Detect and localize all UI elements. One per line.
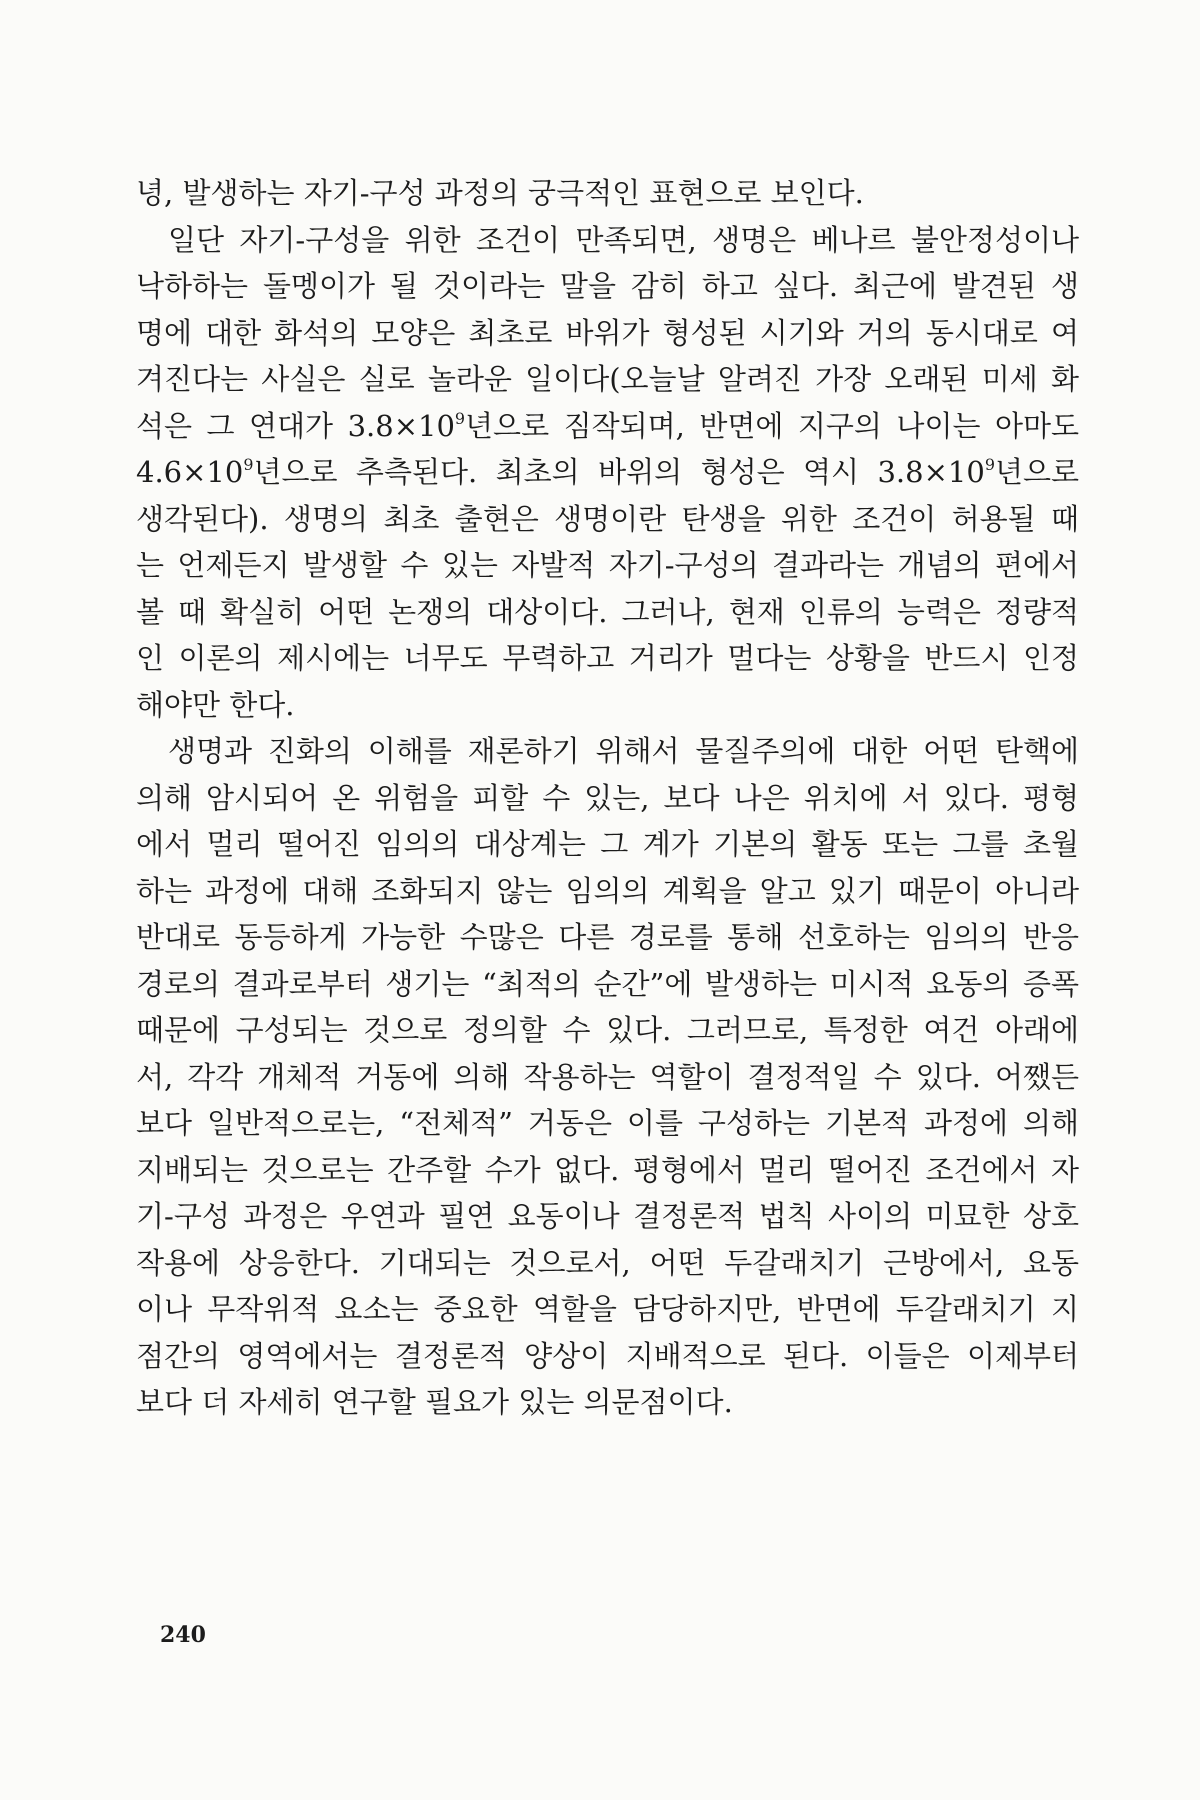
text-line: 볼 때 확실히 어떤 논쟁의 대상이다. 그러나, 현재 인류의 능력은 정량적 [136,594,1079,629]
text-line: 인 이론의 제시에는 너무도 무력하고 거리가 멀다는 상황을 반드시 인정 [136,641,1079,675]
text-line: 일단 자기-구성을 위한 조건이 만족되면, 생명은 베나르 불안정성이나 [168,222,1079,257]
text-line: 에서 멀리 떨어진 임의의 대상계는 그 계가 기본의 활동 또는 그를 초월 [136,827,1079,861]
text-line: 낙하하는 돌멩이가 될 것이라는 말을 감히 하고 싶다. 최근에 발견된 생 [136,269,1079,303]
text-line: 기-구성 과정은 우연과 필연 요동이나 결정론적 법칙 사이의 미묘한 상호 [136,1199,1079,1233]
text-line: 점간의 영역에서는 결정론적 양상이 지배적으로 된다. 이들은 이제부터 [136,1338,1079,1373]
superscript-exponent: 9 [454,408,466,428]
text-line: 때문에 구성되는 것으로 정의할 수 있다. 그러므로, 특정한 여건 아래에 [136,1013,1079,1047]
text-line: 반대로 동등하게 가능한 수많은 다른 경로를 통해 선호하는 임의의 반응 [136,920,1079,954]
text-line: 녕, 발생하는 자기-구성 과정의 궁극적인 표현으로 보인다. [136,176,864,210]
text-line: 의해 암시되어 온 위험을 피할 수 있는, 보다 나은 위치에 서 있다. 평형 [136,780,1079,815]
text-line: 생명과 진화의 이해를 재론하기 위해서 물질주의에 대한 어떤 탄핵에 [168,734,1079,768]
text-line: 명에 대한 화석의 모양은 최초로 바위가 형성된 시기와 거의 동시대로 여 [136,315,1079,350]
text-line: 작용에 상응한다. 기대되는 것으로서, 어떤 두갈래치기 근방에서, 요동 [136,1245,1079,1280]
text-line: $4.6\times 10^9$년으로 추측된다. 최초의 바위의 형성은 역시 $3.8\times 10^9$년으로 [136,455,1079,489]
text-line: 경로의 결과로부터 생기는 “최적의 순간”에 발생하는 미시적 요동의 증폭 [136,966,1079,1001]
text-line: 보다 더 자세히 연구할 필요가 있는 의문점이다. [136,1385,733,1419]
page-number: 240 [160,1622,206,1648]
text-line: 생각된다). 생명의 최초 출현은 생명이란 탄생을 위한 조건이 허용될 때 [136,501,1079,536]
superscript-exponent: 9 [243,455,254,475]
text-line: 하는 과정에 대해 조화되지 않는 임의의 계획을 알고 있기 때문이 아니라 [136,873,1079,908]
text-line: 지배되는 것으로는 간주할 수가 없다. 평형에서 멀리 떨어진 조건에서 자 [136,1152,1079,1187]
text-line: 서, 각각 개체적 거동에 의해 작용하는 역할이 결정적일 수 있다. 어쨌든 [136,1059,1079,1094]
text-line: 해야만 한다. [136,687,295,722]
text-line: 겨진다는 사실은 실로 놀라운 일이다(오늘날 알려진 가장 오래된 미세 화 [136,362,1079,396]
text-line: 보다 일반적으로는, “전체적” 거동은 이를 구성하는 기본적 과정에 의해 [136,1106,1079,1140]
body-text [136,170,1079,1426]
superscript-exponent: 9 [984,455,995,475]
text-line: 석은 그 연대가 $3.8\times 10^9$년으로 짐작되며, 반면에 지구의 나이는 아마도 [136,408,1080,443]
text-line: 이나 무작위적 요소는 중요한 역할을 담당하지만, 반면에 두갈래치기 지 [136,1292,1079,1326]
text-line: 는 언제든지 발생할 수 있는 자발적 자기-구성의 결과라는 개념의 편에서 [136,548,1079,582]
